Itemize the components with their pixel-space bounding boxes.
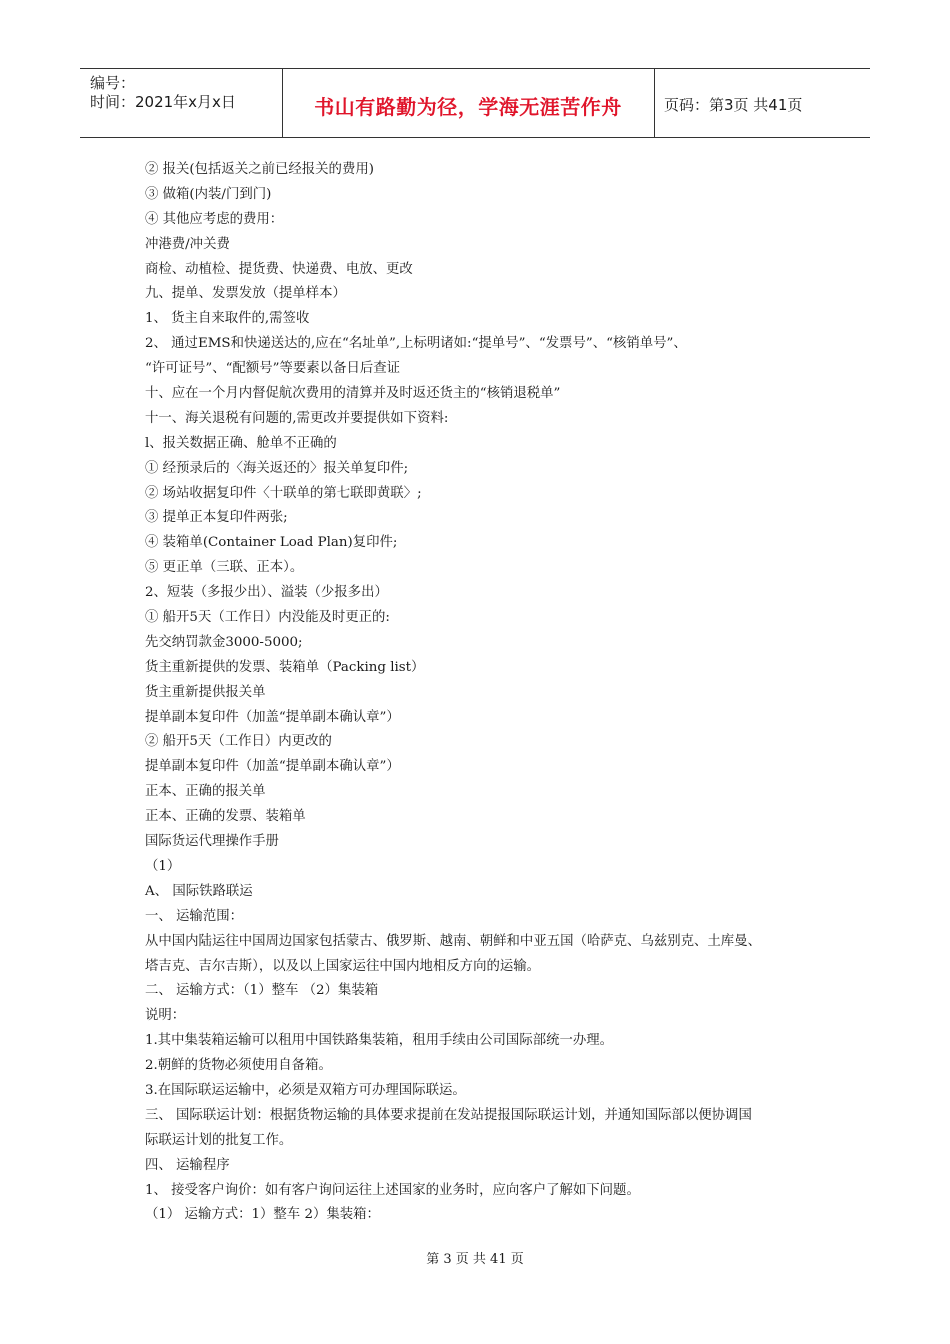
- body-text-line: 四、 运输程序: [145, 1157, 230, 1173]
- body-text-line: 九、提单、发票发放（提单样本）: [145, 286, 346, 302]
- page-footer: 第 3 页 共 41 页: [426, 1252, 524, 1267]
- body-text-line: （1）: [145, 858, 181, 874]
- body-text-line: 1、 接受客户询价：如有客户询问运往上述国家的业务时，应向客户了解如下问题。: [145, 1182, 640, 1198]
- body-text-line: ② 报关(包括返关之前已经报关的费用): [145, 162, 374, 177]
- body-text-line: ① 经预录后的〈海关返还的〉报关单复印件;: [145, 460, 409, 476]
- header-meta-cell: [80, 69, 283, 137]
- body-text-line: 正本、正确的报关单: [145, 784, 266, 800]
- body-text-line: ② 船开5天（工作日）内更改的: [145, 734, 332, 750]
- body-text-line: 货主重新提供报关单: [145, 684, 266, 700]
- body-text-line: 从中国内陆运往中国周边国家包括蒙古、俄罗斯、越南、朝鲜和中亚五国（哈萨克、乌兹别克、土库曼、: [145, 933, 761, 949]
- body-text-line: 三、 国际联运计划：根据货物运输的具体要求提前在发站提报国际联运计划，并通知国际部以便协调国: [145, 1107, 752, 1123]
- body-text-line: A、 国际铁路联运: [145, 883, 253, 899]
- body-text-line: 1、 货主自来取件的,需签收: [145, 311, 310, 327]
- body-text-line: 提单副本复印件（加盖“提单副本确认章”）: [145, 759, 400, 775]
- header-motto-cell: [282, 69, 655, 137]
- body-text-line: 国际货运代理操作手册: [145, 834, 279, 850]
- header-page-info: 页码：第3页 共41页: [664, 96, 803, 114]
- document-time-label: 时间：2021年x月x日: [90, 93, 236, 111]
- body-text-line: 十、应在一个月内督促航次费用的清算并及时返还货主的“核销退税单”: [145, 386, 561, 402]
- body-text-line: ① 船开5天（工作日）内没能及时更正的:: [145, 610, 390, 626]
- body-text-line: 说明：: [145, 1008, 186, 1024]
- document-body: [145, 158, 815, 1228]
- body-text-line: 冲港费/冲关费: [145, 236, 230, 252]
- body-text-line: 十一、海关退税有问题的,需更改并要提供如下资料:: [145, 410, 449, 426]
- body-text-line: 2.朝鲜的货物必须使用自备箱。: [145, 1058, 332, 1074]
- body-text-line: 3.在国际联运运输中，必须是双箱方可办理国际联运。: [145, 1082, 466, 1098]
- body-text-line: l、报关数据正确、舱单不正确的: [145, 435, 337, 451]
- body-text-line: 商检、动植检、提货费、快递费、电放、更改: [145, 261, 413, 277]
- body-text-line: “许可证号”、“配额号”等要素以备日后查证: [145, 361, 401, 377]
- body-text-line: 一、 运输范围：: [145, 908, 243, 924]
- body-text-line: ② 场站收据复印件〈十联单的第七联即黄联〉;: [145, 485, 422, 501]
- body-text-line: 1.其中集装箱运输可以租用中国铁路集装箱，租用手续由公司国际部统一办理。: [145, 1033, 614, 1049]
- body-text-line: ③ 做箱(内装/门到门): [145, 186, 272, 202]
- body-text-line: （1） 运输方式：1）整车 2）集装箱：: [145, 1207, 380, 1223]
- body-text-line: 货主重新提供的发票、装箱单（Packing list）: [145, 659, 425, 675]
- body-text-line: 塔吉克、吉尔吉斯），以及以上国家运往中国内地相反方向的运输。: [145, 958, 541, 974]
- body-text-line: ④ 其他应考虑的费用：: [145, 211, 284, 227]
- body-text-line: 提单副本复印件（加盖“提单副本确认章”）: [145, 709, 400, 725]
- body-text-line: 2、短装（多报少出）、溢装（少报多出）: [145, 585, 388, 601]
- header-motto: 书山有路勤为径，学海无涯苦作舟: [314, 95, 622, 119]
- body-text-line: 2、 通过EMS和快递送达的,应在“名址单”,上标明诸如:“提单号”、“发票号”、“核销单号”、: [145, 336, 687, 352]
- document-number-label: 编号：: [90, 74, 136, 92]
- body-text-line: 际联运计划的批复工作。: [145, 1132, 293, 1148]
- header-page-cell: [654, 69, 870, 137]
- body-text-line: 先交纳罚款金3000-5000;: [145, 634, 303, 650]
- body-text-line: ③ 提单正本复印件两张;: [145, 510, 288, 526]
- body-text-line: ⑤ 更正单（三联、正本）。: [145, 560, 304, 576]
- page-header: [80, 68, 870, 138]
- body-text-line: 正本、正确的发票、装箱单: [145, 809, 306, 825]
- body-text-line: ④ 装箱单(Container Load Plan)复印件;: [145, 535, 398, 551]
- body-text-line: 二、 运输方式：（1）整车 （2）集装箱: [145, 983, 379, 999]
